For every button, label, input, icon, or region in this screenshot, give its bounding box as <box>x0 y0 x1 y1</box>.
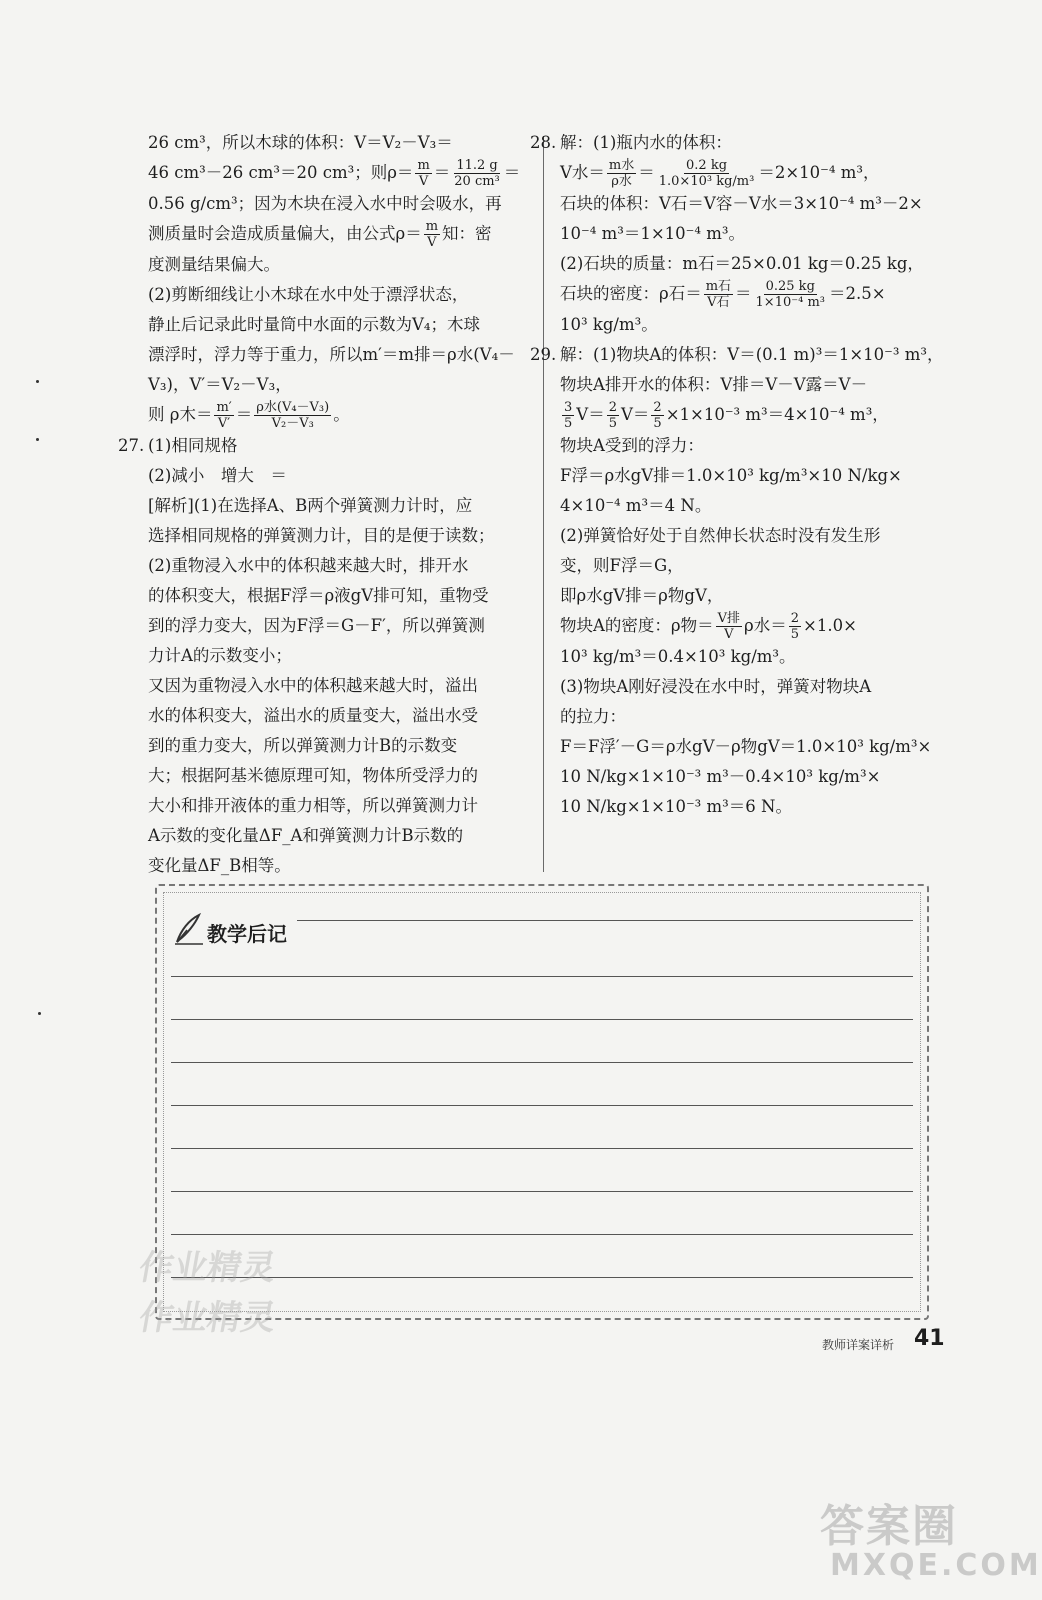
fraction <box>651 400 663 431</box>
fraction-denominator: V₂－V₃ <box>271 416 314 431</box>
text-run: 石块的密度：ρ石＝ <box>560 284 702 303</box>
text-line: V₃)，V′＝V₂－V₃， <box>148 375 292 394</box>
fraction-numerator: ρ水(V₄－V₃) <box>256 400 330 415</box>
text-line: 大小和排开液体的重力相等，所以弹簧测力计 <box>148 796 478 815</box>
fraction-denominator: V <box>724 627 734 642</box>
text-line: F浮＝ρ水gV排＝1.0×10³ kg/m³×10 N/kg× <box>560 466 902 485</box>
left-column <box>118 128 528 881</box>
fraction <box>789 611 801 642</box>
text-run: ×1×10⁻³ m³＝4×10⁻⁴ m³， <box>665 405 889 424</box>
writing-line <box>171 1234 913 1235</box>
writing-line <box>171 1019 913 1020</box>
text-line: 度测量结果偏大。 <box>148 255 280 274</box>
text-run: 解：(1)瓶内水的体积： <box>560 133 732 152</box>
text-line <box>148 219 528 250</box>
text-run: ×1.0× <box>803 616 857 635</box>
fraction-numerator: m <box>425 219 439 234</box>
text-line: (2)弹簧恰好处于自然伸长状态时没有发生形 <box>560 526 881 545</box>
question-number: 29. <box>530 345 557 364</box>
question-number: 27. <box>118 436 145 455</box>
notes-title <box>177 918 287 947</box>
fraction-numerator: V排 <box>717 611 741 626</box>
writing-line <box>171 1105 913 1106</box>
fraction-denominator: V <box>418 174 429 189</box>
watermark-url: MXQE.COM <box>830 1548 1042 1583</box>
watermark: 作业精灵 <box>135 1298 279 1338</box>
fraction-numerator: 0.2 kg <box>686 158 728 173</box>
fraction-denominator: 5 <box>608 416 617 431</box>
fraction <box>607 400 619 431</box>
fraction-denominator: ρ水 <box>611 174 632 189</box>
text-line: 选择相同规格的弹簧测力计，目的是便于读数； <box>148 526 495 545</box>
text-run: ＝ <box>235 405 253 424</box>
fraction-numerator: 2 <box>790 611 799 626</box>
text-line: 大；根据阿基米德原理可知，物体所受浮力的 <box>148 766 478 785</box>
speck <box>36 438 39 441</box>
text-line: 石块的体积：V石＝V容－V水＝3×10⁻⁴ m³－2× <box>560 194 923 213</box>
writing-line <box>171 976 913 977</box>
fraction-numerator: m水 <box>608 158 635 173</box>
text-line: 又因为重物浸入水中的体积越来越大时，溢出 <box>148 676 478 695</box>
text-line: 力计A的示数变小； <box>148 646 292 665</box>
text-run: 测质量时会造成质量偏大，由公式ρ＝ <box>148 224 422 243</box>
fraction-denominator: 5 <box>653 416 662 431</box>
text-run: 。 <box>333 405 350 424</box>
feather-pen-icon <box>173 912 203 951</box>
text-line: 26 cm³，所以木球的体积：V＝V₂－V₃＝ <box>148 133 453 152</box>
fraction <box>716 611 742 642</box>
text-run: ＝ <box>433 163 451 182</box>
text-run: ＝ <box>638 163 655 182</box>
fraction-denominator: 5 <box>564 416 573 431</box>
fraction-denominator: V石 <box>707 295 730 310</box>
text-line: 10⁻⁴ m³＝1×10⁻⁴ m³。 <box>560 224 745 243</box>
text-run: 物块A的密度：ρ物＝ <box>560 616 714 635</box>
text-run: 解：(1)物块A的体积：V＝(0.1 m)³＝1×10⁻³ m³， <box>560 345 944 364</box>
notes-title-text: 教学后记 <box>207 922 287 946</box>
footer-label: 教师详案详析 <box>822 1338 895 1352</box>
text-line: (2)剪断细线让小木球在水中处于漂浮状态， <box>148 285 469 304</box>
text-line: 静止后记录此时量筒中水面的示数为V₄；木球 <box>148 315 481 334</box>
fraction <box>214 400 233 431</box>
text-line: 水的体积变大，溢出水的质量变大，溢出水受 <box>148 706 478 725</box>
watermark-logo-text: 答案圈 <box>820 1501 958 1552</box>
text-line: A示数的变化量ΔF_A和弹簧测力计B示数的 <box>148 826 464 845</box>
text-line: 变，则F浮＝G， <box>560 556 684 575</box>
fraction-numerator: 2 <box>653 400 662 415</box>
fraction-denominator: V′ <box>217 416 231 431</box>
column-divider <box>543 136 544 872</box>
text-run: 46 cm³－26 cm³＝20 cm³；则ρ＝ <box>148 163 414 182</box>
writing-line <box>171 1062 913 1063</box>
fraction <box>452 158 502 189</box>
fraction-denominator: 1.0×10³ kg/m³ <box>658 174 755 189</box>
fraction-denominator: V <box>427 235 437 250</box>
text-line <box>560 279 950 310</box>
text-line: 即ρ水gV排＝ρ物gV， <box>560 586 724 605</box>
fraction <box>754 279 827 310</box>
text-run: V＝ <box>576 405 605 424</box>
fraction-numerator: m <box>417 158 430 173</box>
text-line: (2)石块的质量：m石＝25×0.01 kg＝0.25 kg， <box>560 254 924 273</box>
text-line: (2)重物浸入水中的体积越来越大时，排开水 <box>148 556 469 575</box>
text-run: ＝ <box>503 163 521 182</box>
fraction <box>415 158 431 189</box>
fraction-denominator: 20 cm³ <box>454 174 500 189</box>
text-line: 10 N/kg×1×10⁻³ m³－0.4×10³ kg/m³× <box>560 767 881 786</box>
text-line: 物块A排开水的体积：V排＝V－V露＝V－ <box>560 375 868 394</box>
fraction <box>254 400 331 431</box>
writing-line <box>171 1277 913 1278</box>
text-line <box>148 158 528 189</box>
fraction <box>424 219 440 250</box>
text-line: 的体积变大，根据F浮＝ρ液gV排可知，重物受 <box>148 586 489 605</box>
fraction <box>562 400 574 431</box>
text-line: 到的浮力变大，因为F浮＝G－F′，所以弹簧测 <box>148 616 485 635</box>
text-line: 变化量ΔF_B相等。 <box>148 856 291 875</box>
text-run: ρ水＝ <box>744 616 787 635</box>
fraction <box>704 279 733 310</box>
fraction <box>657 158 757 189</box>
text-line: 物块A受到的浮力： <box>560 436 704 455</box>
text-line: F＝F浮′－G＝ρ水gV－ρ物gV＝1.0×10³ kg/m³× <box>560 737 932 756</box>
writing-line <box>297 920 913 921</box>
fraction-numerator: 3 <box>564 400 573 415</box>
text-line: 漂浮时，浮力等于重力，所以m′＝m排＝ρ水(V₄－ <box>148 345 515 364</box>
fraction-numerator: m石 <box>705 279 732 294</box>
question-27-line <box>118 431 528 461</box>
writing-line <box>171 1148 913 1149</box>
right-column <box>530 128 950 822</box>
text-run: ＝2×10⁻⁴ m³， <box>758 163 880 182</box>
text-line: [解析](1)在选择A、B两个弹簧测力计时，应 <box>148 496 473 515</box>
fraction-numerator: 11.2 g <box>456 158 498 173</box>
fraction-denominator: 1×10⁻⁴ m³ <box>755 295 825 310</box>
fraction-denominator: 5 <box>790 627 799 642</box>
question-28-line <box>530 128 950 158</box>
text-line: (2)减小 增大 ＝ <box>148 466 287 485</box>
text-run: V＝ <box>620 405 650 424</box>
text-run: 知：密 <box>442 224 492 243</box>
speck <box>38 1012 41 1015</box>
fraction-numerator: 0.25 kg <box>765 279 815 294</box>
text-line: 到的重力变大，所以弹簧测力计B的示数变 <box>148 736 458 755</box>
text-line: 10³ kg/m³＝0.4×10³ kg/m³。 <box>560 647 796 666</box>
text-line: 的拉力： <box>560 707 626 726</box>
text-line <box>560 611 950 642</box>
question-number: 28. <box>530 133 557 152</box>
text-line <box>560 400 950 431</box>
question-29-line <box>530 340 950 370</box>
fraction-numerator: 2 <box>608 400 617 415</box>
text-line: 0.56 g/cm³；因为木块在浸入水中时会吸水，再 <box>148 194 502 213</box>
text-run: 则 ρ木＝ <box>148 405 213 424</box>
text-line: 10 N/kg×1×10⁻³ m³＝6 N。 <box>560 797 792 816</box>
text-line: 10³ kg/m³。 <box>560 315 658 334</box>
watermark: 作业精灵 <box>135 1248 279 1288</box>
text-line: (3)物块A刚好浸没在水中时，弹簧对物块A <box>560 677 872 696</box>
fraction <box>607 158 636 189</box>
text-run: V水＝ <box>560 163 605 182</box>
fraction-numerator: m′ <box>216 400 232 415</box>
text-run: (1)相同规格 <box>148 436 238 455</box>
page-number: 41 <box>914 1326 945 1351</box>
speck <box>36 380 39 383</box>
text-line <box>148 400 528 431</box>
text-run: ＝2.5× <box>828 284 886 303</box>
text-line: 4×10⁻⁴ m³＝4 N。 <box>560 496 712 515</box>
text-run: ＝ <box>735 284 752 303</box>
site-watermark <box>790 1490 1042 1590</box>
writing-line <box>171 1191 913 1192</box>
text-line <box>560 158 950 189</box>
